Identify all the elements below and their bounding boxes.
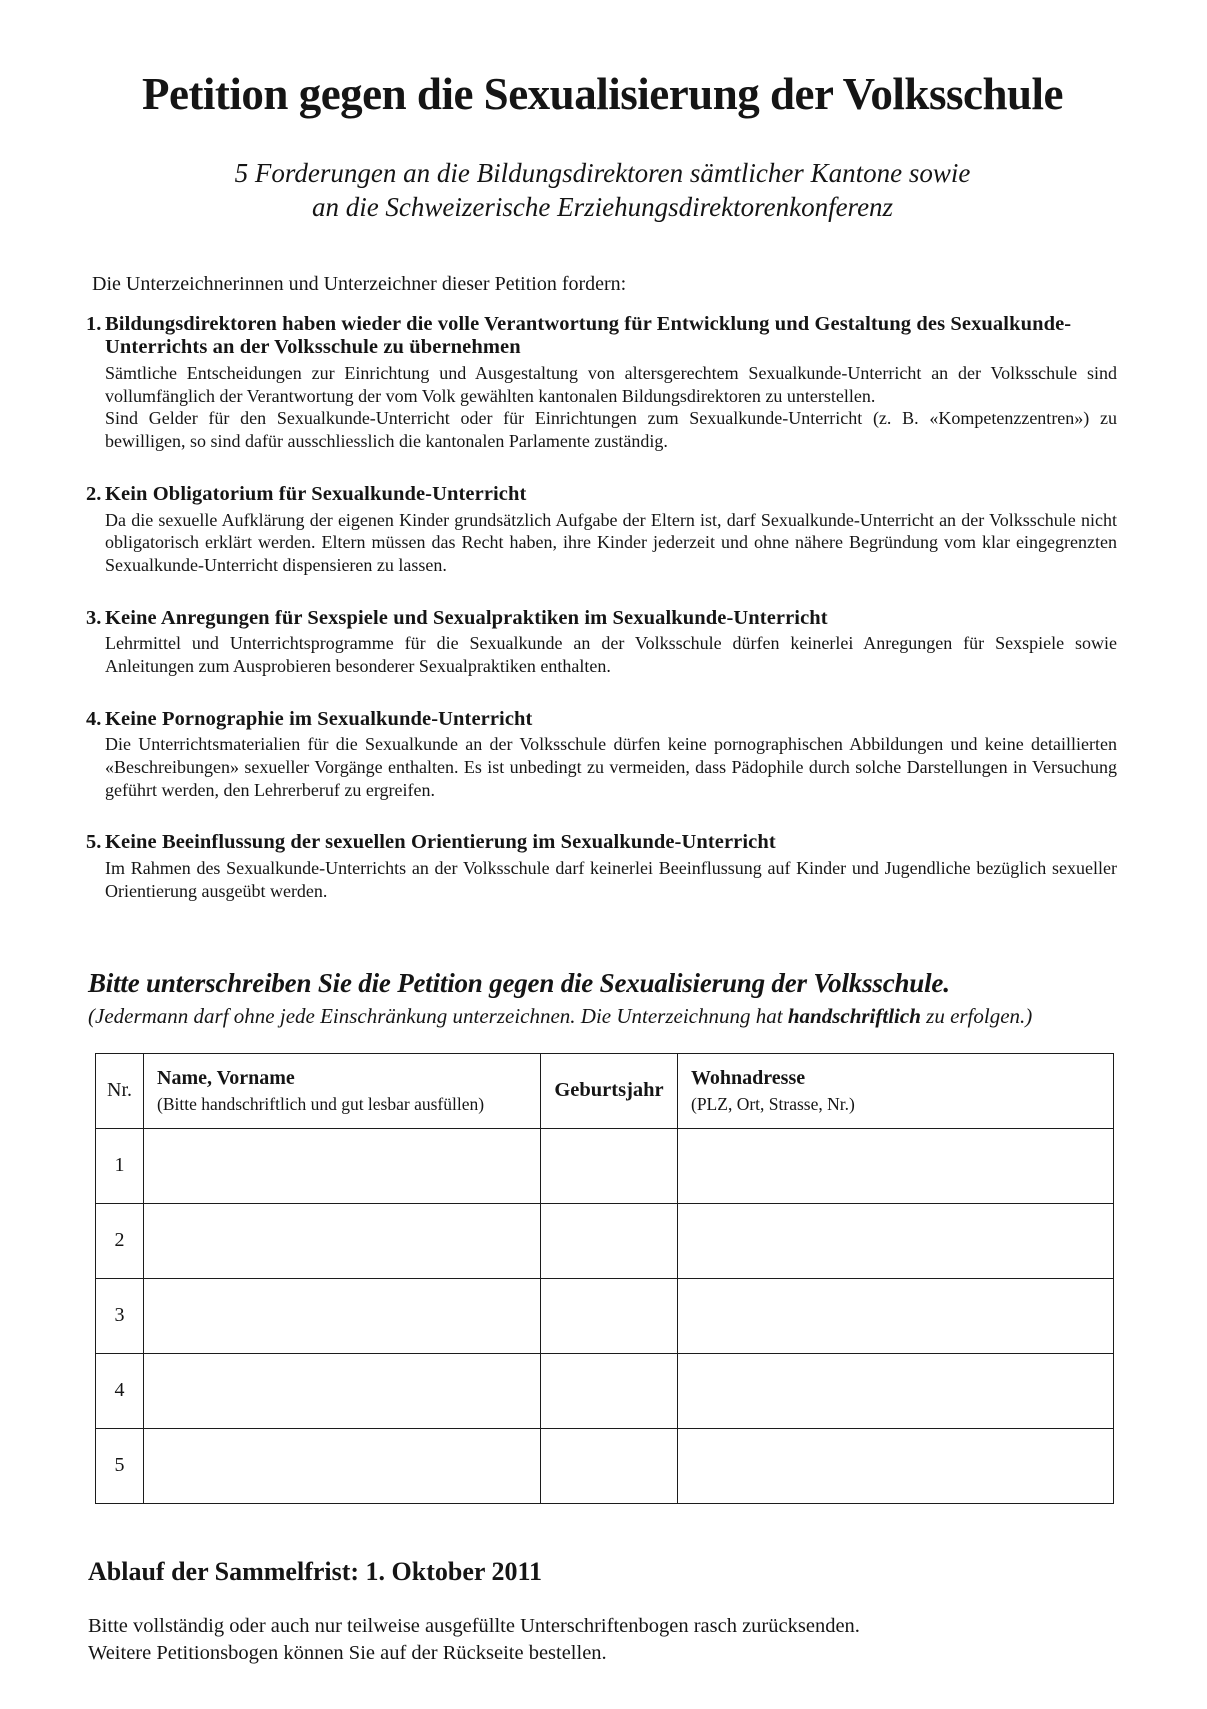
demand-number: 1. (86, 312, 102, 335)
col-header-name-title: Name, Vorname (157, 1066, 295, 1089)
birthyear-input-cell[interactable] (541, 1353, 678, 1428)
demand-paragraph: Im Rahmen des Sexualkunde-Unterrichts an der Volksschule darf keinerlei Beeinflussung auf Kinder und Jugendliche bezüglich sexueller Orientierung ausgeübt werden. (105, 858, 1117, 901)
birthyear-input-cell[interactable] (541, 1203, 678, 1278)
subtitle-line-1: 5 Forderungen an die Bildungsdirektoren sämtlicher Kantone sowie (234, 157, 971, 188)
col-header-name (144, 1053, 541, 1128)
demand-number: 3. (86, 606, 102, 629)
page-title: Petition gegen die Sexualisierung der Volksschule (141, 69, 1063, 119)
address-input-cell[interactable] (678, 1428, 1114, 1503)
demand-title: Keine Beeinflussung der sexuellen Orientierung im Sexualkunde-Unterricht (105, 831, 776, 854)
deadline-heading: Ablauf der Sammelfrist: 1. Oktober 2011 (88, 1556, 543, 1586)
demand-paragraph: Die Unterrichtsmaterialien für die Sexualkunde an der Volksschule dürfen keine pornographischen Abbildungen und keine detaillierten «Beschreibungen» sexueller Vorgänge enthalten. Es ist unbedingt zu vermeiden, dass Pädophile durch solche Darstellungen in Versuchung geführt werden, den Lehrerberuf zu ergreifen. (105, 734, 1117, 800)
table-row (96, 1128, 1114, 1203)
demand-5 (88, 831, 1117, 902)
row-number-cell: 2 (96, 1203, 144, 1278)
sign-note (88, 1003, 1117, 1030)
demand-paragraph: Lehrmittel und Unterrichtsprogramme für die Sexualkunde an der Volksschule dürfen keinerlei Anregungen für Sexspiele sowie Anleitungen zum Ausprobieren besonderer Sexualpraktiken enthalten. (105, 633, 1117, 677)
demand-body (105, 362, 1117, 453)
demand-number: 4. (86, 707, 102, 730)
name-input-cell[interactable] (144, 1428, 541, 1503)
demand-1 (88, 313, 1117, 453)
header-row (96, 1053, 1114, 1128)
demand-title: Bildungsdirektoren haben wieder die volle Verantwortung für Entwicklung und Gestaltung des Sexualkunde-Unterrichts an der Volksschule zu übernehmen (105, 312, 1072, 359)
row-number-cell: 4 (96, 1353, 144, 1428)
demand-body (105, 857, 1117, 902)
col-header-name-sub: (Bitte handschriftlich und gut lesbar ausfüllen) (157, 1093, 485, 1114)
address-input-cell[interactable] (678, 1278, 1114, 1353)
address-input-cell[interactable] (678, 1128, 1114, 1203)
subtitle (88, 156, 1117, 225)
col-header-nr: Nr. (96, 1053, 144, 1128)
sign-note-prefix: (Jedermann darf ohne jede Einschränkung unterzeichnen. Die Unterzeichnung hat (88, 1004, 788, 1029)
demand-body (105, 733, 1117, 801)
col-header-address (678, 1053, 1114, 1128)
intro-text: Die Unterzeichnerinnen und Unterzeichner dieser Petition fordern: (92, 272, 627, 295)
name-input-cell[interactable] (144, 1203, 541, 1278)
demand-paragraph: Da die sexuelle Aufklärung der eigenen Kinder grundsätzlich Aufgabe der Eltern ist, darf Sexualkunde-Unterricht an der Volksschule nicht obligatorisch erklärt werden. Eltern müssen das Recht haben, ihre Kinder jederzeit und ohne nähere Begründung vom klar eingegrenzten Sexualkunde-Unterricht dispensieren zu lassen. (105, 509, 1117, 575)
demand-3 (88, 607, 1117, 678)
sign-note-suffix: zu erfolgen.) (920, 1004, 1033, 1029)
signature-table-header (96, 1053, 1114, 1128)
address-input-cell[interactable] (678, 1353, 1114, 1428)
demand-body (105, 509, 1117, 577)
name-input-cell[interactable] (144, 1128, 541, 1203)
table-row (96, 1203, 1114, 1278)
sign-headline: Bitte unterschreiben Sie die Petition gegen die Sexualisierung der Volksschule. (88, 967, 950, 998)
footer-note-line-1: Bitte vollständig oder auch nur teilweise ausgefüllte Unterschriftenbogen rasch zurücksenden. (88, 1614, 860, 1637)
demand-body (105, 632, 1117, 677)
demand-paragraph: Sind Gelder für den Sexualkunde-Unterricht oder für Einrichtungen zum Sexualkunde-Unterricht (z. B. «Kompetenzzentren») zu bewilligen, so sind dafür ausschliesslich die kantonalen Parlamente zuständig. (105, 408, 1117, 452)
birthyear-input-cell[interactable] (541, 1278, 678, 1353)
name-input-cell[interactable] (144, 1278, 541, 1353)
demand-number: 2. (86, 482, 102, 505)
demand-4 (88, 708, 1117, 802)
demand-title: Kein Obligatorium für Sexualkunde-Unterricht (105, 482, 527, 505)
signature-table (95, 1053, 1114, 1504)
sign-note-bold: handschriftlich (787, 1004, 921, 1029)
row-number-cell: 1 (96, 1128, 144, 1203)
subtitle-line-2: an die Schweizerische Erziehungsdirektorenkonferenz (311, 192, 894, 223)
table-row (96, 1353, 1114, 1428)
col-header-address-sub: (PLZ, Ort, Strasse, Nr.) (691, 1093, 855, 1114)
demand-number: 5. (86, 831, 102, 854)
col-header-birthyear: Geburtsjahr (541, 1053, 678, 1128)
col-header-address-title: Wohnadresse (691, 1066, 806, 1089)
table-row (96, 1428, 1114, 1503)
demand-title: Keine Pornographie im Sexualkunde-Unterricht (105, 707, 533, 730)
row-number-cell: 5 (96, 1428, 144, 1503)
birthyear-input-cell[interactable] (541, 1428, 678, 1503)
table-row (96, 1278, 1114, 1353)
address-input-cell[interactable] (678, 1203, 1114, 1278)
footer-note (88, 1613, 1117, 1667)
demand-paragraph: Sämtliche Entscheidungen zur Einrichtung und Ausgestaltung von altersgerechtem Sexualkunde-Unterricht an der Volksschule sind vollumfänglich der Verantwortung der vom Volk gewählten kantonalen Bildungsdirektoren zu unterstellen. (105, 363, 1117, 406)
name-input-cell[interactable] (144, 1353, 541, 1428)
birthyear-input-cell[interactable] (541, 1128, 678, 1203)
row-number-cell: 3 (96, 1278, 144, 1353)
demand-2 (88, 483, 1117, 577)
demand-title: Keine Anregungen für Sexspiele und Sexualpraktiken im Sexualkunde-Unterricht (105, 606, 828, 629)
footer-note-line-2: Weitere Petitionsbogen können Sie auf der Rückseite bestellen. (88, 1641, 607, 1664)
